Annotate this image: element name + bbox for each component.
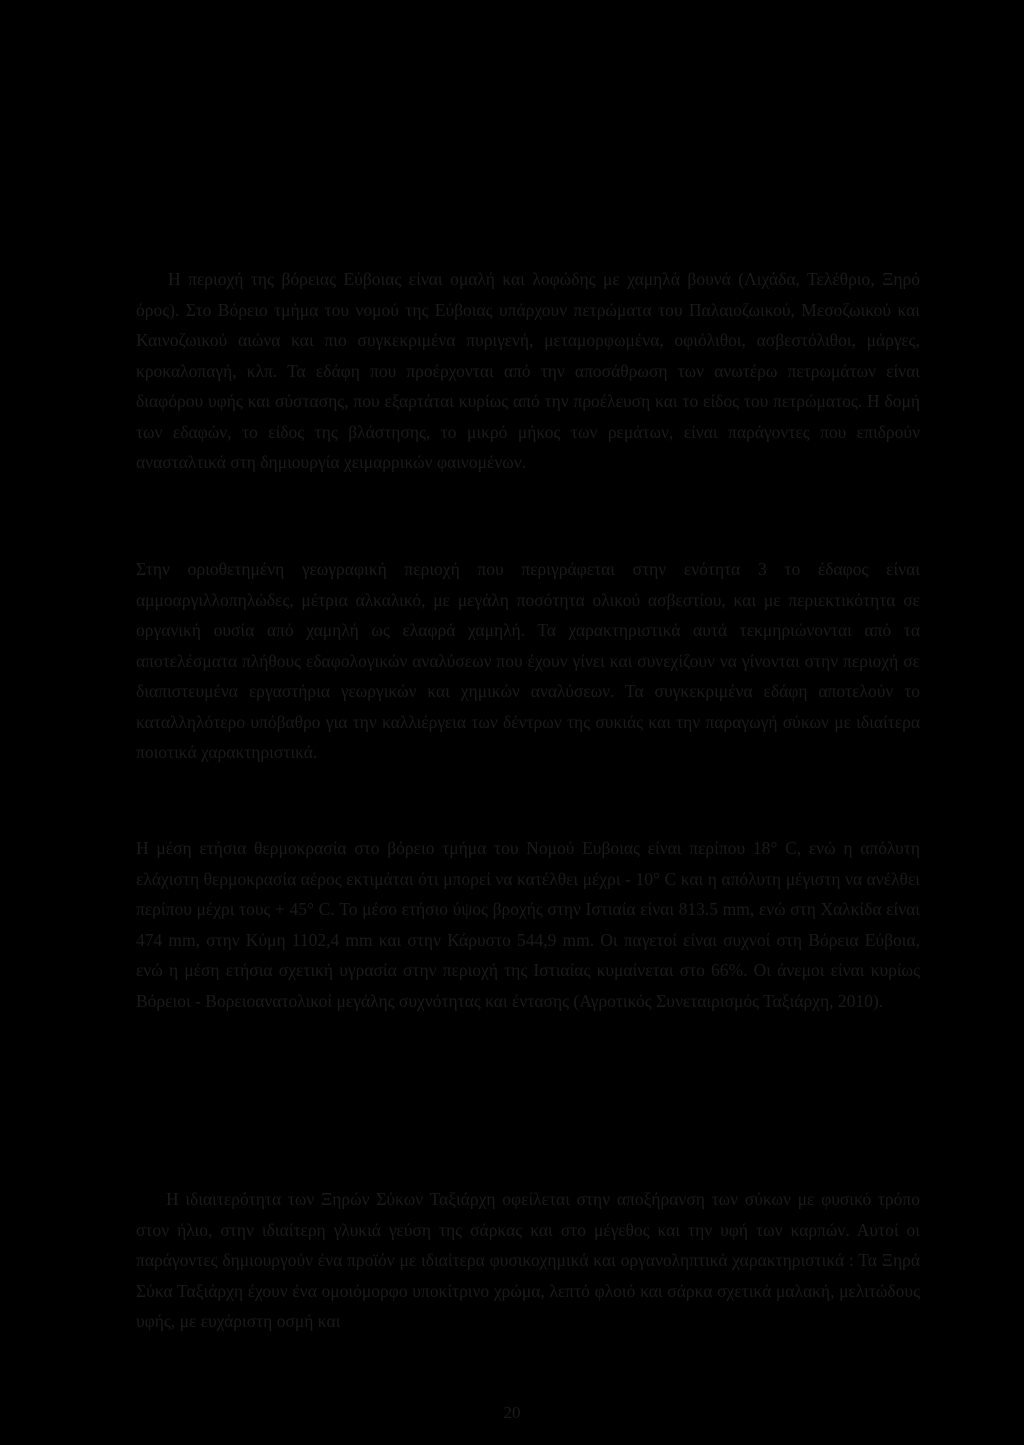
subsection-b-title: Ιδιαιτερότητα του προϊόντος. (141, 1159, 361, 1179)
section-heading (136, 162, 240, 193)
paragraph-soil: Στην οριοθετημένη γεωγραφική περιοχή που περιγράφεται στην ενότητα 3 το έδαφος είναι αμμοαργιλλοπηλώδες, μέτρια αλκαλικό, με μεγάλη ποσότητα ολικού ασβεστίου, και με περιεκτικότητα σε οργανική ουσία από χαμηλή ως ελαφρά χαμηλή. Τα χαρακτηριστικά αυτά τεκμηριώνονται από τα αποτελέσματα πλήθους εδαφολογικών αναλύσεων που έχουν γίνει και συνεχίζουν να γίνονται στην περιοχή σε διαπιστευμένα εργαστήρια γεωργικών και χημικών αναλύσεων. Τα συγκεκριμένα εδάφη αποτελούν το καταλληλότερο υπόβαθρο για την καλλιέργεια των δέντρων της συκιάς και την παραγωγή σύκων με ιδιαίτερα ποιοτικά χαρακτηριστικά. (136, 559, 920, 762)
subsection-a-title: Ιδιαιτερότητες της γεωγραφικής περιοχής. (157, 239, 477, 259)
subsection-a-letter: Α. (136, 239, 154, 259)
subsection-b-letter: Β. (120, 1159, 138, 1179)
section-number: 3.5. (136, 167, 165, 186)
paragraph-climate: Η μέση ετήσια θερμοκρασία στο βόρειο τμήμα του Νομού Ευβοιας είναι περίπου 18° C, ενώ η απόλυτη ελάχιστη θερμοκρασία αέρος εκτιμάται ότι μπορεί να κατέλθει μέχρι - 10° C και η απόλυτη μέγιστη να ανέλθει περίπου μέχρι τους + 45° C. Το μέσο ετήσιο ύψος βροχής στην Ιστιαία είναι 813.5 mm, ενώ στη Χαλκίδα είναι 474 mm, στην Κύμη 1102,4 mm και στην Κάρυστο 544,9 mm. Οι παγετοί είναι συχνοί στη Βόρεια Εύβοια, ενώ η μέση ετήσια σχετική υγρασία στην περιοχή της Ιστιαίας κυμαίνεται στο 66%. Οι άνεμοι είναι κυρίως Βόρειοι - Βορειοανατολικοί μεγάλης συχνότητας και έντασης (Αγροτικός Συνεταιρισμός Ταξιάρχη, 2010). (136, 838, 920, 1011)
paragraph-geology: Η περιοχή της βόρειας Εύβοιας είναι ομαλή και λοφώδης με χαμηλά βουνά (Λιχάδα, Τελέθριο, Ξηρό όρος). Στο Βόρειο τμήμα του νομού της Εύβοιας υπάρχουν πετρώματα του Παλαιοζωικού, Μεσοζωικού και Καινοζωικού αιώνα και πιο συγκεκριμένα πυριγενή, μεταμορφωμένα, οφιόλιθοι, ασβεστόλιθοι, μάργες, κροκαλοπαγή, κλπ. Τα εδάφη που προέρχονται από την αποσάθρωση των ανωτέρω πετρωμάτων είναι διαφόρου υφής και σύστασης, που εξαρτάται κυρίως από την προέλευση και το είδος του πετρώματος. Η δομή των εδαφών, το είδος της βλάστησης, το μικρό μήκος των ρεμάτων, είναι παράγοντες που επιδρούν ανασταλτικά στη δημιουργία χειμαρρικών φαινομένων. (136, 269, 920, 472)
paragraph-product: Η ιδιαιτερότητα των Ξηρών Σύκων Ταξιάρχη οφείλεται στην αποξήρανση των σύκων με φυσικό τρόπο στον ήλιο, στην ιδιαίτερη γλυκιά γεύση της σάρκας και στο μέγεθος και την υφή των καρπών. Αυτοί οι παράγοντες δημιουργούν ένα προϊόν με ιδιαίτερα φυσικοχημικά και οργανοληπτικά χαρακτηριστικά : Τα Ξηρά Σύκα Ταξιάρχη έχουν ένα ομοιόμορφο υποκίτρινο χρώμα, λεπτό φλοιό και σάρκα σχετικά μαλακή, μελιτώδους υφής, με ευχάριστη οσμή και (136, 1189, 920, 1331)
page-number: 20 (503, 1403, 521, 1422)
section-title: Δεσμός (178, 167, 241, 186)
subsection-a-heading (136, 234, 477, 265)
subsection-b-heading (120, 1154, 361, 1185)
